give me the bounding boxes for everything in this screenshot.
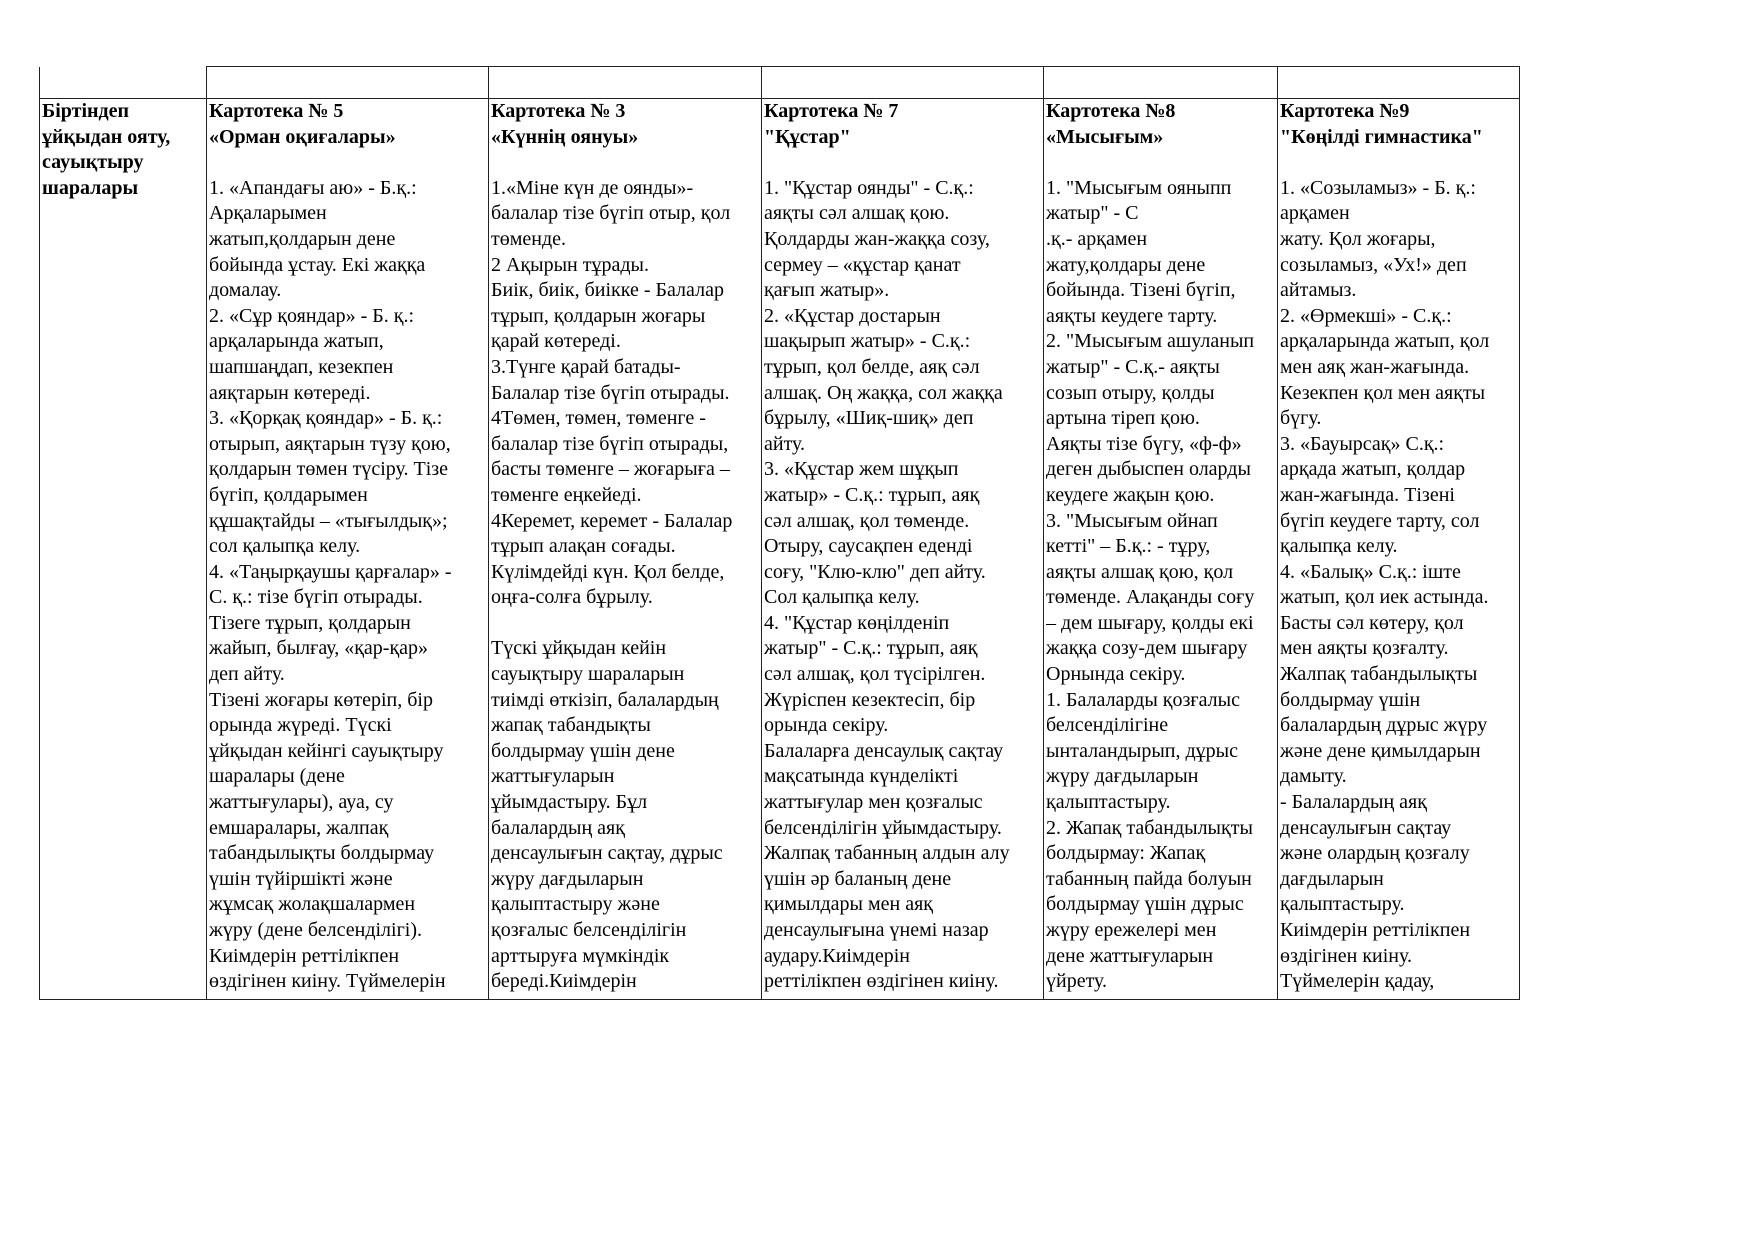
- table-cell-empty: [762, 67, 1044, 99]
- card-cell: [762, 99, 1044, 1000]
- card-text: 1.«Міне күн де оянды»- балалар тізе бүгіп отыр, қол төменде. 2 Ақырын тұрады. Биік, биік, биікке - Балалар тұрып, қолдарын жоғары қарай көтереді. 3.Түнге қарай батады- Балалар тізе бүгіп отырады. 4Төмен, төмен, төменге - балалар тізе бүгіп отырады, басты төменге – жоғарыға – төменге еңкейеді. 4Керемет, керемет - Балалар тұрып алақан соғады. Күлімдейді күн. Қол белде, оңға-солға бұрылу. Түскі ұйқыдан кейін сауықтыру шараларын тиімді өткізіп, балалардың жапақ табандықты болдырмау үшін дене жаттығуларын ұйымдастыру. Бұл балалардың аяқ денсаулығын сақтау, дұрыс жүру дағдыларын қалыптастыру және қозғалыс белсенділігін арттыруға мүмкіндік береді.Киімдерін: [491, 176, 733, 993]
- card-text: 1. «Апандағы аю» - Б.қ.: Арқаларымен жатып,қолдарын дене бойында ұстау. Екі жаққа домалау. 2. «Сұр қояндар» - Б. қ.: арқаларында жатып, шапшаңдап, кезекпен аяқтарын көтереді. 3. «Қорқақ қояндар» - Б. қ.: отырып, аяқтарын түзу қою, қолдарын төмен түсіру. Тізе бүгіп, қолдарымен құшақтайды – «тығылдық»; сол қалыпқа келу. 4. «Таңырқаушы қарғалар» - С. қ.: тізе бүгіп отырады. Тізеге тұрып, қолдарын жайып, былғау, «қар-қар» деп айту. Тізені жоғары көтеріп, бір орында жүреді. Түскі ұйқыдан кейінгі сауықтыру шаралары (дене жаттығулары), ауа, су емшаралары, жалпақ табандылықты болдырмау үшін түйіршікті және жұмсақ жолақшалармен жүру (дене белсенділігі). Киімдерін реттілікпен өздігінен киіну. Түймелерін: [209, 176, 452, 993]
- table-cell-empty: [207, 67, 489, 99]
- table-cell-empty: [489, 67, 762, 99]
- table-cell-empty: [1044, 67, 1278, 99]
- row-label: Біртіндеп ұйқыдан ояту, сауықтыру шаралары: [42, 100, 171, 199]
- table-row: [40, 99, 1520, 1000]
- card-cell: [1044, 99, 1278, 1000]
- card-title: Картотека № 5: [209, 100, 344, 122]
- card-title: Картотека № 3: [491, 100, 626, 122]
- card-subtitle: «Мысығым»: [1046, 125, 1164, 148]
- card-subtitle: «Күннің оянуы»: [491, 125, 639, 148]
- card-text: 1. "Құстар оянды" - С.қ.: аяқты сәл алшақ қою. Қолдарды жан-жаққа созу, сермеу – «құстар қанат қағып жатыр». 2. «Құстар достарын шақырып жатыр» - С.қ.: тұрып, қол белде, аяқ сәл алшақ. Оң жаққа, сол жаққа бұрылу, «Шиқ-шиқ» деп айту. 3. «Құстар жем шұқып жатыр» - С.қ.: тұрып, аяқ сәл алшақ, қол төменде. Отыру, саусақпен еденді соғу, "Клю-клю" деп айту. Сол қалыпқа келу. 4. "Құстар көңілденіп жатыр" - С.қ.: тұрып, аяқ сәл алшақ, қол түсірілген. Жүріспен кезектесіп, бір орында секіру. Балаларға денсаулық сақтау мақсатында күнделікті жаттығулар мен қозғалыс белсенділігін ұйымдастыру. Жалпақ табанның алдын алу үшін әр баланың дене қимылдары мен аяқ денсаулығына үнемі назар аудару.Киімдерін реттілікпен өздігінен киіну.: [764, 176, 1010, 993]
- card-subtitle: "Құстар": [764, 125, 851, 148]
- card-text: 1. «Созыламыз» - Б. қ.: арқамен жату. Қол жоғары, созыламыз, «Ух!» деп айтамыз. 2. «Өрмекші» - С.қ.: арқаларында жатып, қол мен аяқ жан-жағында. Кезекпен қол мен аяқты бүгу. 3. «Бауырсақ» С.қ.: арқада жатып, қолдар жан-жағында. Тізені бүгіп кеудеге тарту, сол қалыпқа келу. 4. «Балық» С.қ.: іште жатып, қол иек астында. Басты сәл көтеру, қол мен аяқты қозғалту. Жалпақ табандылықты болдырмау үшін балалардың дұрыс жүру және дене қимылдарын дамыту. - Балалардың аяқ денсаулығын сақтау және олардың қозғалу дағдыларын қалыптастыру. Киімдерін реттілікпен өздігінен киіну. Түймелерін қадау,: [1280, 176, 1490, 993]
- schedule-table: [39, 66, 1520, 1000]
- card-text: 1. "Мысығым ояныпп жатыр" - С .қ.- арқамен жату,қолдары дене бойында. Тізені бүгіп, аяқты кеудеге тарту. 2. "Мысығым ашуланып жатыр" - С.қ.- аяқты созып отыру, қолды артына тіреп қою. Аяқты тізе бүгу, «ф-ф» деген дыбыспен оларды кеудеге жақын қою. 3. "Мысығым ойнап кетті" – Б.қ.: - тұру, аяқты алшақ қою, қол төменде. Алақанды соғу – дем шығару, қолды екі жаққа созу-дем шығару Орнында секіру. 1. Балаларды қозғалыс белсенділігіне ынталандырып, дұрыс жүру дағдыларын қалыптастыру. 2. Жапақ табандылықты болдырмау: Жапақ табанның пайда болуын болдырмау үшін дұрыс жүру ережелері мен дене жаттығуларын үйрету.: [1046, 176, 1255, 993]
- card-cell: [1278, 99, 1520, 1000]
- card-cell: [489, 99, 762, 1000]
- table-cell-empty: [40, 67, 207, 99]
- row-label-cell: [40, 99, 207, 1000]
- card-subtitle: "Көңілді гимнастика": [1280, 125, 1483, 148]
- table-cell-empty: [1278, 67, 1520, 99]
- table-header-row: [40, 67, 1520, 99]
- card-subtitle: «Орман оқиғалары»: [209, 125, 396, 148]
- card-title: Картотека №8: [1046, 100, 1176, 122]
- card-cell: [207, 99, 489, 1000]
- card-title: Картотека № 7: [764, 100, 899, 122]
- card-title: Картотека №9: [1280, 100, 1410, 122]
